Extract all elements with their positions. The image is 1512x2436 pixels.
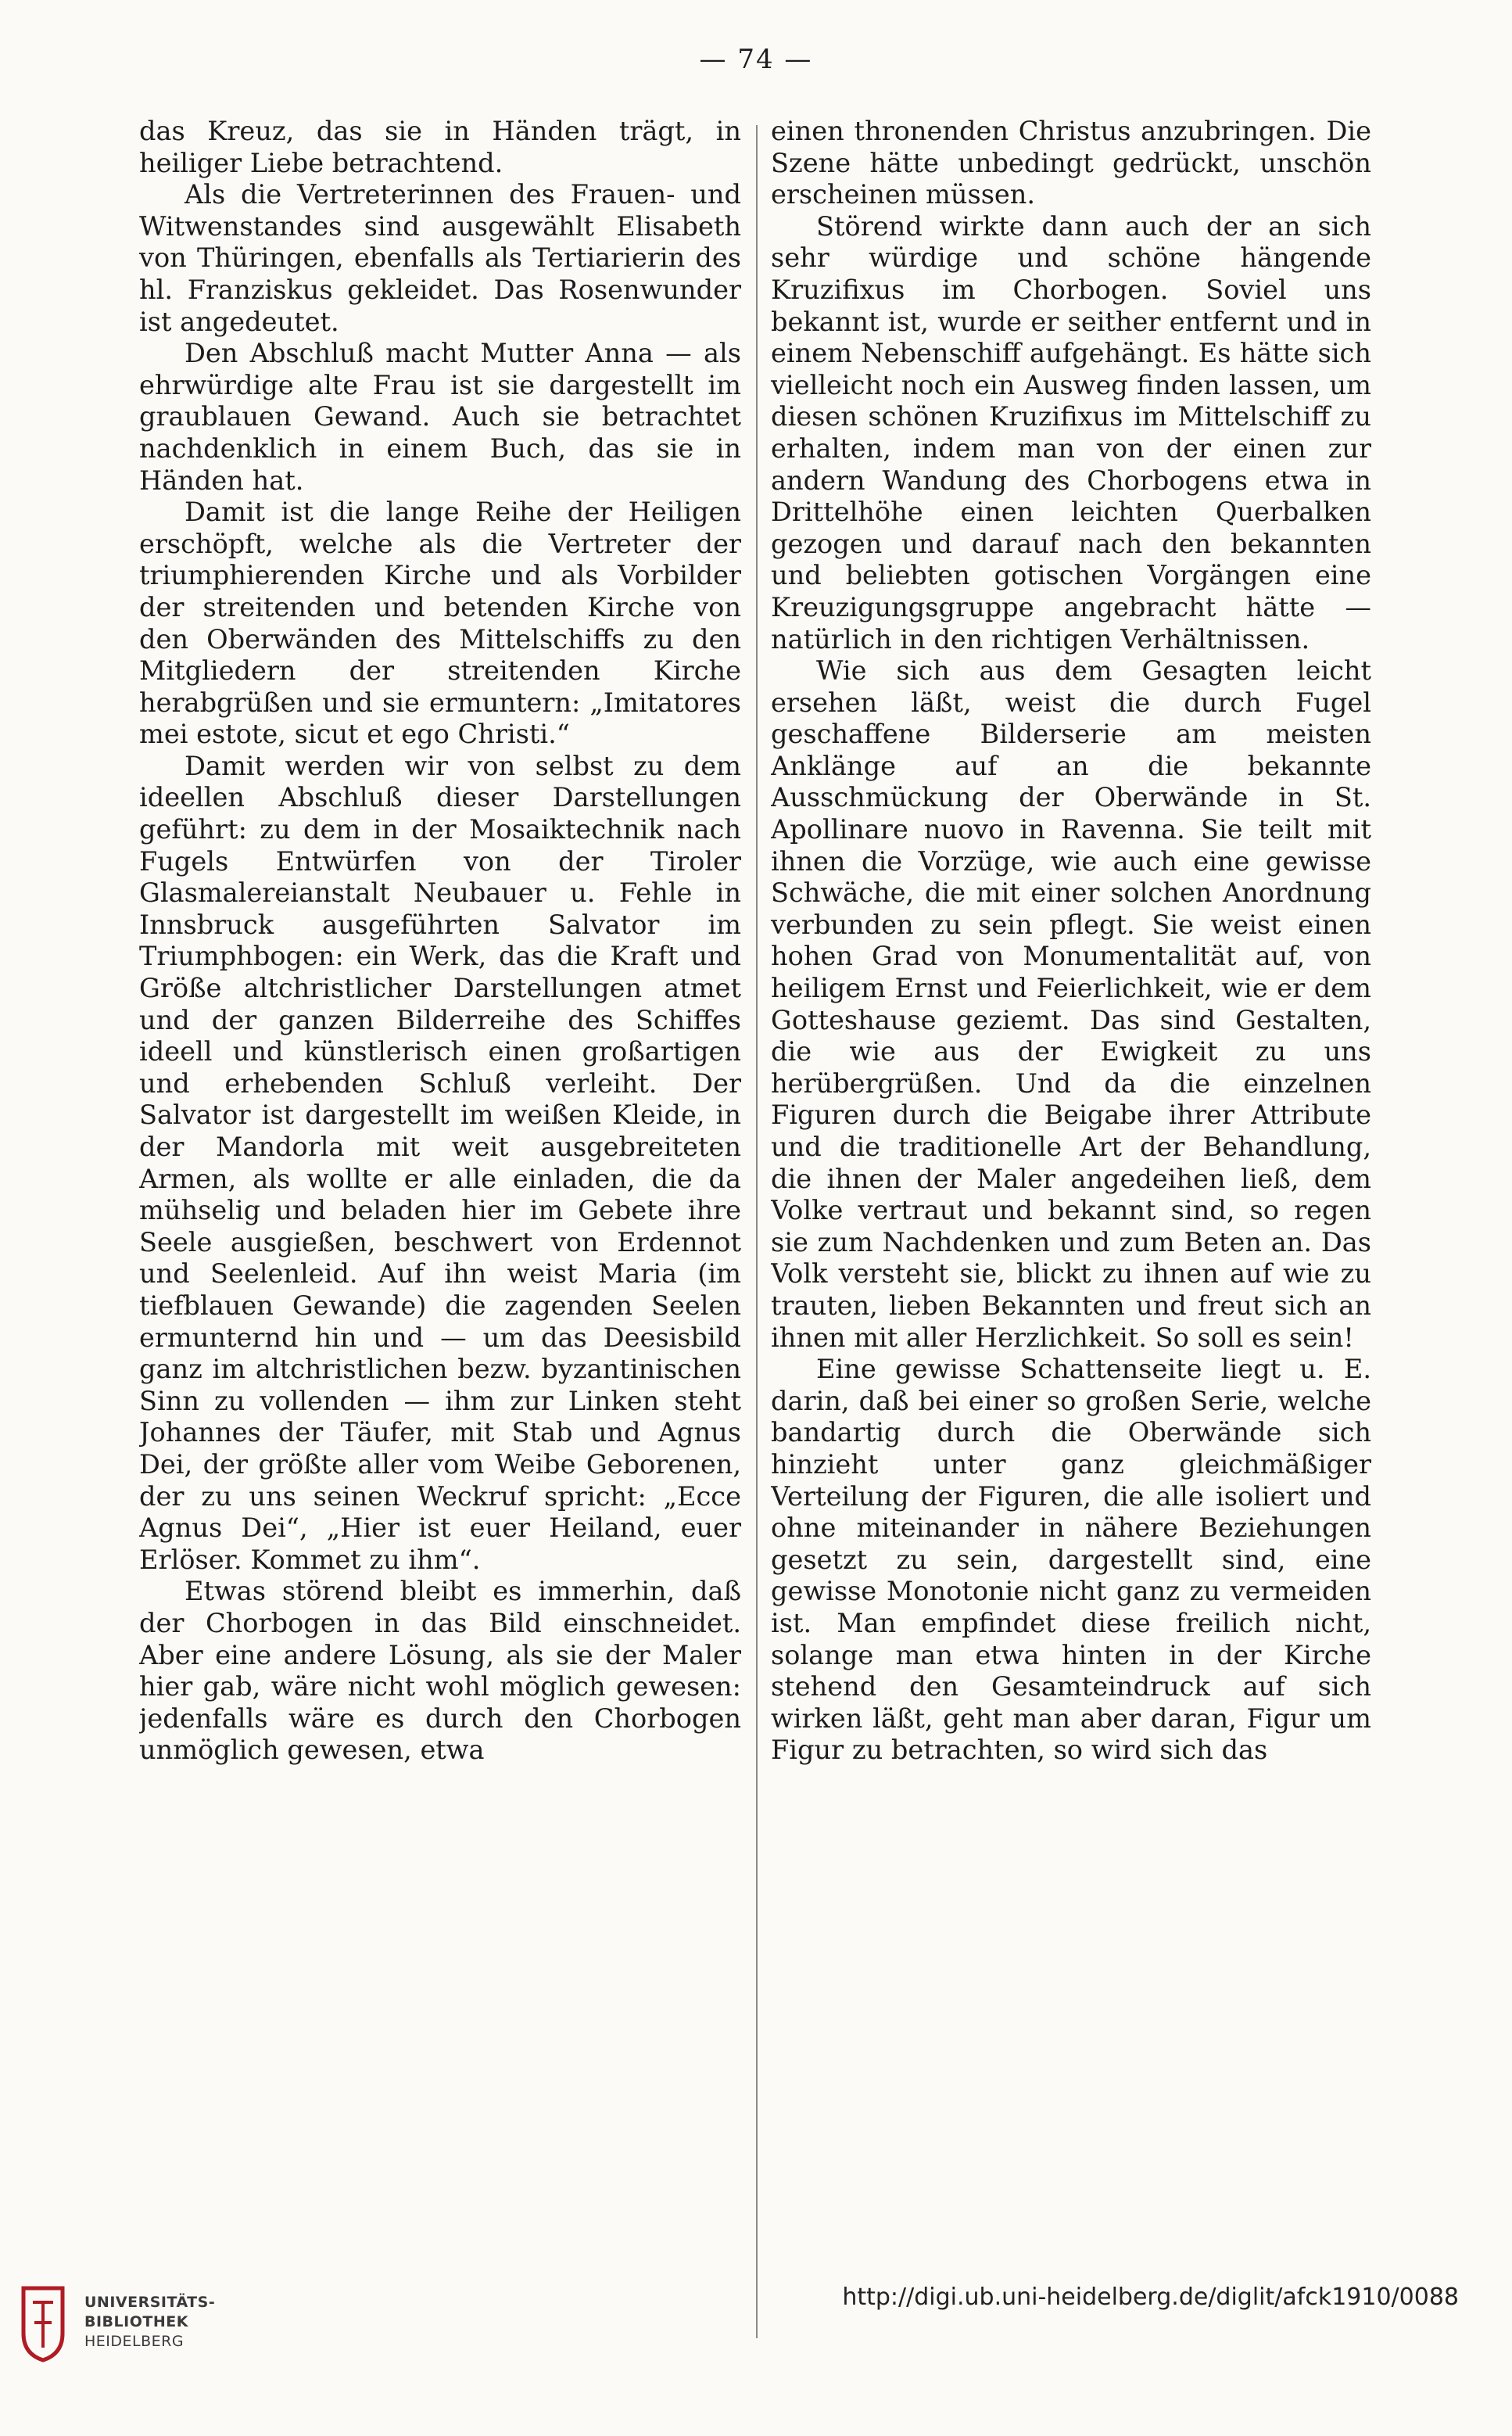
library-name-line: HEIDELBERG <box>84 2333 185 2350</box>
paragraph: Eine gewisse Schattenseite liegt u. E. darin, daß bei einer so großen Serie, welche bandartig durch die Oberwände sich hinzieht unter ganz gleichmäßiger Verteilung der Figuren, die alle isoliert und ohne miteinander in nähere Beziehungen gesetzt zu sein, dargestellt sind, eine gewisse Monotonie nicht ganz zu vermeiden ist. Man empfindet diese freilich nicht, solange man etwa hinten in der Kirche stehend den Gesamteindruck auf sich wirken läßt, geht man aber daran, Figur um Figur zu betrachten, so wird sich das <box>771 1354 1371 1766</box>
paragraph: Damit ist die lange Reihe der Heiligen erschöpft, welche als die Vertreter der triumphierenden Kirche und als Vorbilder der streitenden und betenden Kirche von den Oberwänden des Mittelschiffs zu den Mitgliedern der streitenden Kirche herabgrüßen und sie ermuntern: „Imitatores mei estote, sicut et ego Christi.“ <box>139 497 741 750</box>
source-url-link[interactable]: http://digi.ub.uni-heidelberg.de/diglit/afck1910/0088 <box>842 2284 1459 2311</box>
paragraph: Störend wirkte dann auch der an sich sehr würdige und schöne hängende Kruzifixus im Chorbogen. Soviel uns bekannt ist, wurde er seither entfernt und in einem Nebenschiff aufgehängt. Es hätte sich vielleicht noch ein Ausweg finden lassen, um diesen schönen Kruzifixus im Mittelschiff zu erhalten, indem man von der einen zur andern Wandung des Chorbogens etwa in Drittelhöhe einen leichten Querbalken gezogen und darauf nach den bekannten und beliebten gotischen Vorgängen eine Kreuzigungsgruppe angebracht hätte — natürlich in den richtigen Verhältnissen. <box>771 210 1371 655</box>
paragraph: Den Abschluß macht Mutter Anna — als ehrwürdige alte Frau ist sie dargestellt im graublauen Gewand. Auch sie betrachtet nachdenklich in einem Buch, das sie in Händen hat. <box>139 338 741 496</box>
paragraph: Als die Vertreterinnen des Frauen- und Witwenstandes sind ausgewählt Elisabeth von Thüringen, ebenfalls als Tertiarierin des hl. Franziskus gekleidet. Das Rosenwunder ist angedeutet. <box>139 179 741 337</box>
library-seal-icon <box>19 2285 67 2363</box>
paragraph: das Kreuz, das sie in Händen trägt, in heiliger Liebe betrachtend. <box>139 116 741 178</box>
library-logo[interactable] <box>19 2277 222 2418</box>
paragraph: einen thronenden Christus anzubringen. Die Szene hätte unbedingt gedrückt, unschön erscheinen müssen. <box>771 116 1371 210</box>
column-divider <box>756 125 758 2338</box>
library-name-line: BIBLIOTHEK <box>84 2313 188 2330</box>
paragraph: Damit werden wir von selbst zu dem ideellen Abschluß dieser Darstellungen geführt: zu dem in der Mosaiktechnik nach Fugels Entwürfen von der Tiroler Glasmalereianstalt Neubauer u. Fehle in Innsbruck ausgeführten Salvator im Triumphbogen: ein Werk, das die Kraft und Größe altchristlicher Darstellungen atmet und der ganzen Bilderreihe des Schiffes ideell und künstlerisch einen großartigen und erhebenden Schluß verleiht. Der Salvator ist dargestellt im weißen Kleide, in der Mandorla mit weit ausgebreiteten Armen, als wollte er alle einladen, die da mühselig und beladen hier im Gebete ihre Seele ausgießen, beschwert von Erdennot und Seelenleid. Auf ihn weist Maria (im tiefblauen Gewande) die zagenden Seelen ermunternd hin und — um das Deesisbild ganz im altchristlichen bezw. byzantinischen Sinn zu vollenden — ihm zur Linken steht Johannes der Täufer, mit Stab und Agnus Dei, der größte aller vom Weibe Geborenen, der zu uns seinen Weckruf spricht: „Ecce Agnus Dei“, „Hier ist euer Heiland, euer Erlöser. Kommet zu ihm“. <box>139 750 741 1575</box>
library-name <box>84 2293 215 2352</box>
left-text-column <box>139 116 741 2333</box>
right-text-column <box>771 116 1371 2333</box>
paragraph: Etwas störend bleibt es immerhin, daß der Chorbogen in das Bild einschneidet. Aber eine andere Lösung, als sie der Maler hier gab, wäre nicht wohl möglich gewesen: jedenfalls wäre es durch den Chorbogen unmöglich gewesen, etwa <box>139 1576 741 1766</box>
paragraph: Wie sich aus dem Gesagten leicht ersehen läßt, weist die durch Fugel geschaffene Bilderserie am meisten Anklänge auf an die bekannte Ausschmückung der Oberwände in St. Apollinare nuovo in Ravenna. Sie teilt mit ihnen die Vorzüge, wie auch eine gewisse Schwäche, die mit einer solchen Anordnung verbunden zu sein pflegt. Sie weist einen hohen Grad von Monumentalität auf, von heiligem Ernst und Feierlichkeit, wie er dem Gotteshause geziemt. Das sind Gestalten, die wie aus der Ewigkeit zu uns herübergrüßen. Und da die einzelnen Figuren durch die Beigabe ihrer Attribute und die traditionelle Art der Behandlung, die ihnen der Maler angedeihen ließ, dem Volke vertraut und bekannt sind, so regen sie zum Nachdenken und zum Beten an. Das Volk versteht sie, blickt zu ihnen auf wie zu trauten, lieben Bekannten und freut sich an ihnen mit aller Herzlichkeit. So soll es sein! <box>771 655 1371 1353</box>
library-name-line: UNIVERSITÄTS- <box>84 2294 216 2311</box>
page-number: — 74 — <box>699 44 813 75</box>
